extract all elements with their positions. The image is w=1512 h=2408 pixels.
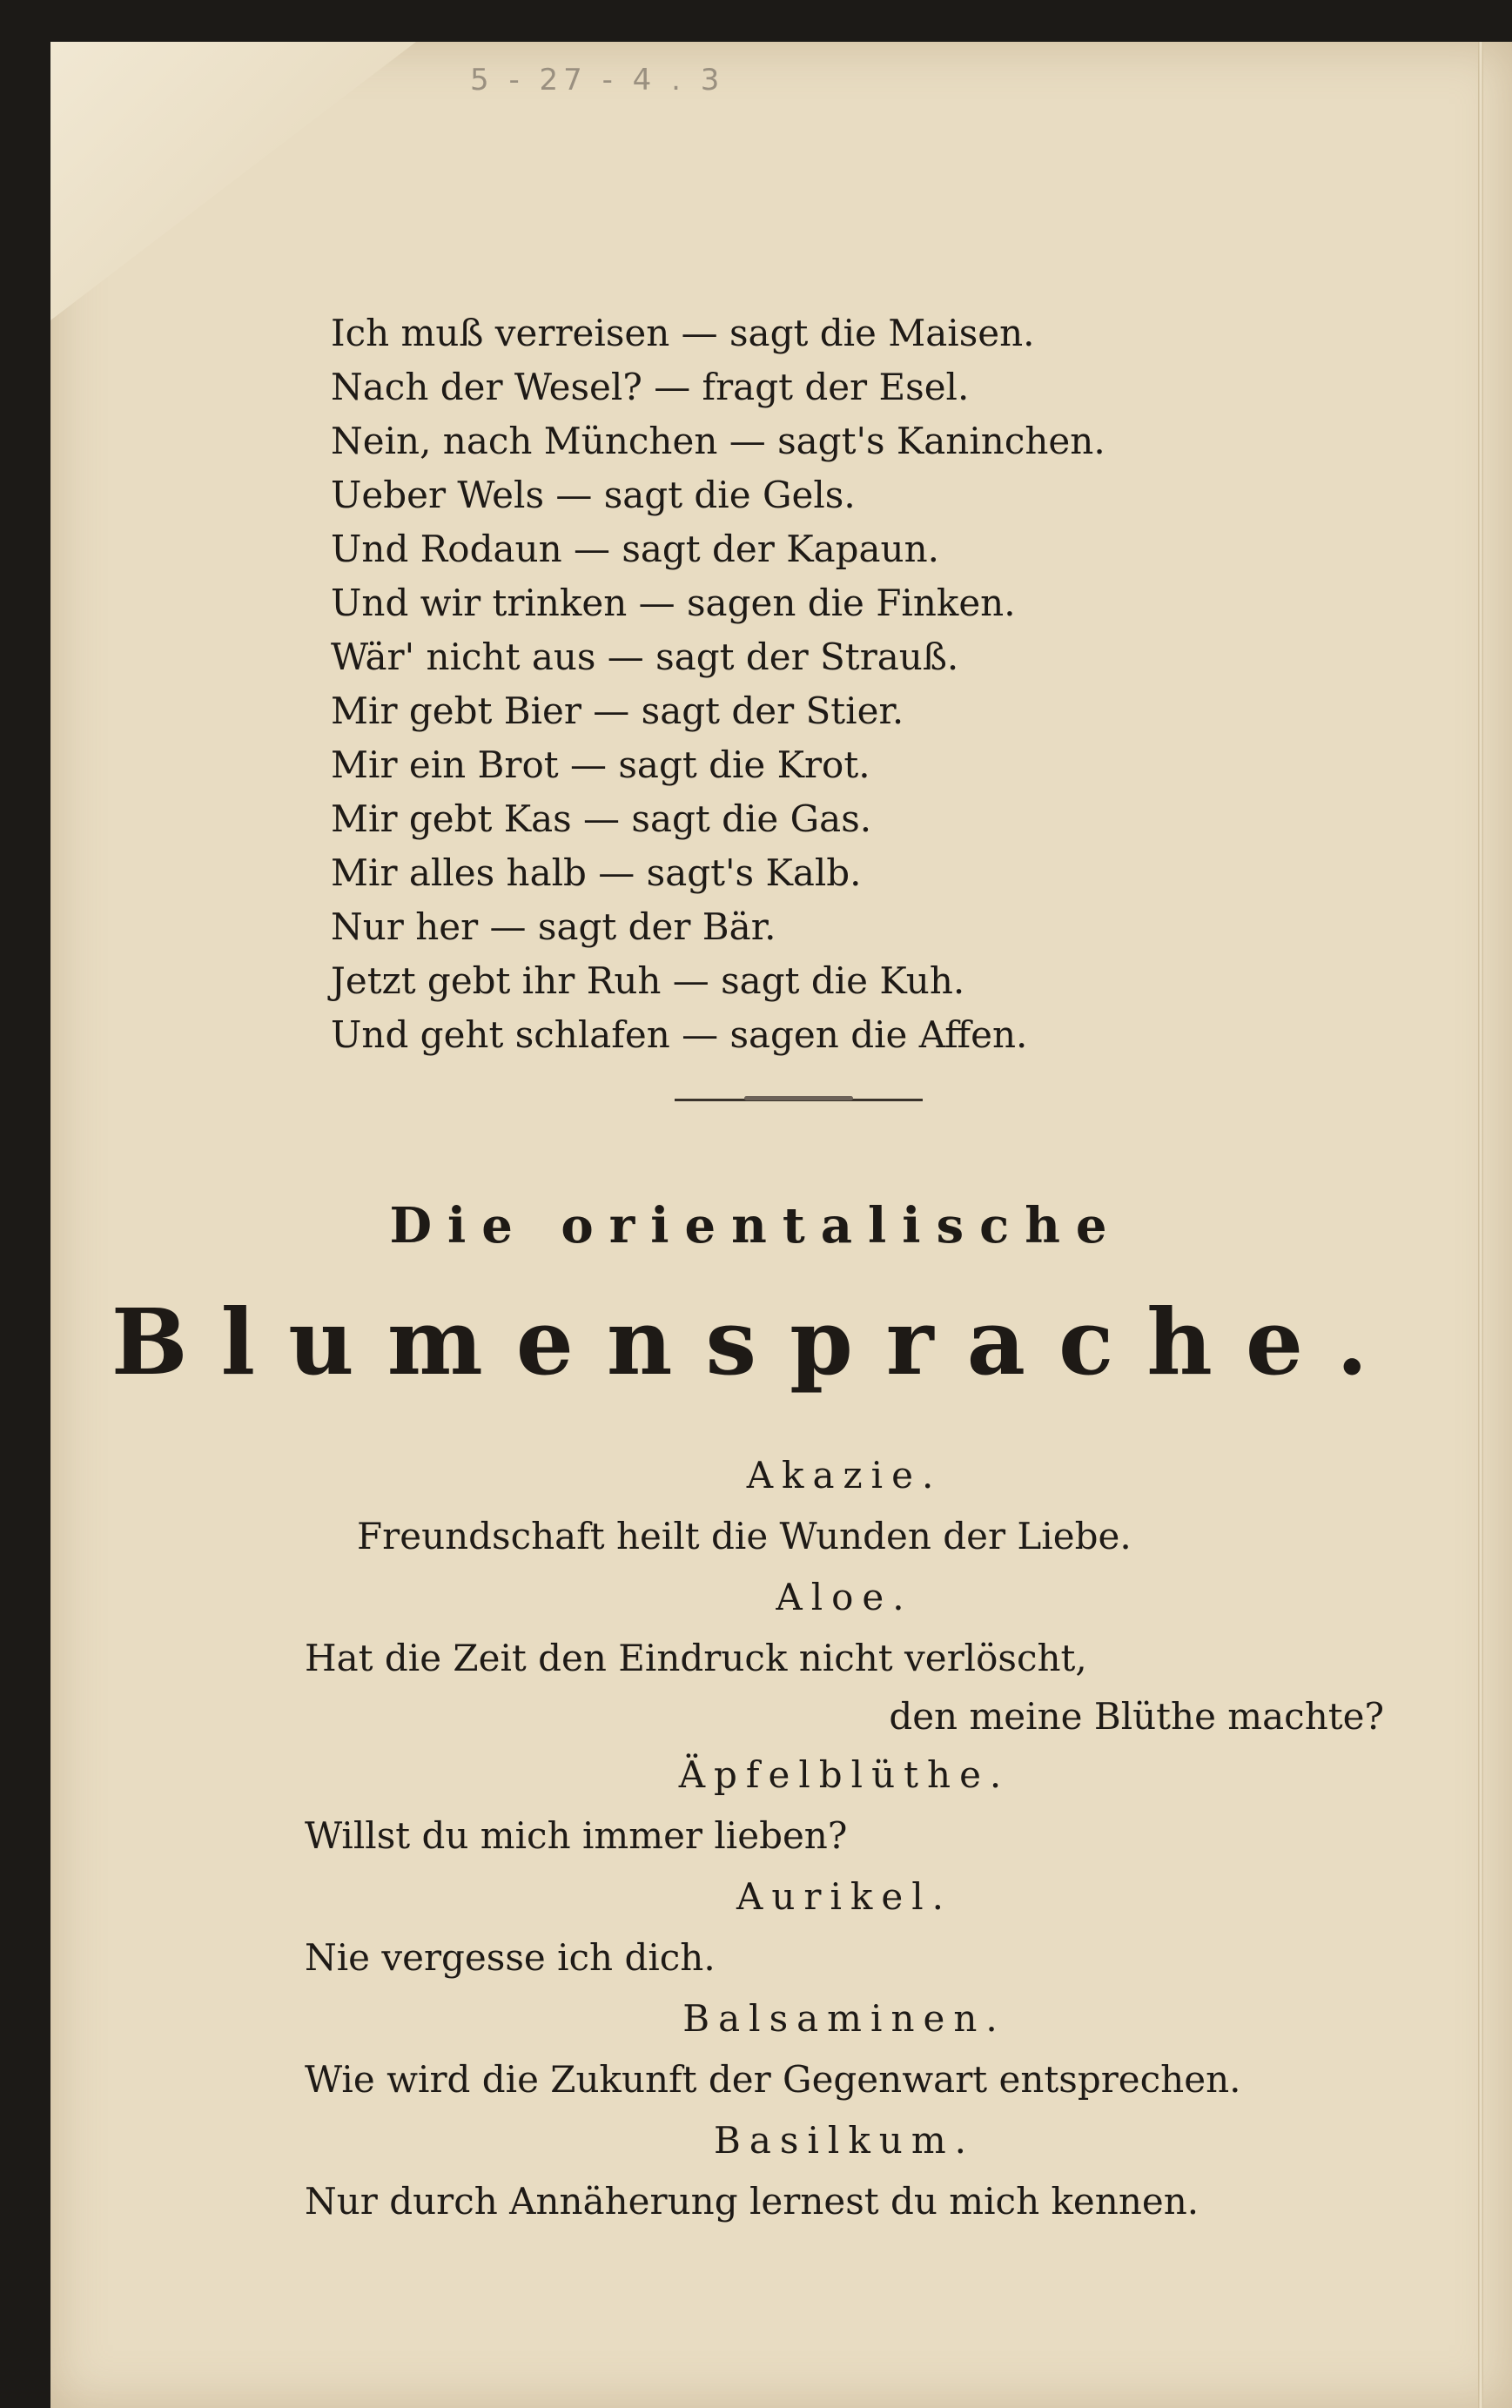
section-divider-ornament xyxy=(744,1096,853,1100)
poem-line: Mir gebt Bier — sagt der Stier. xyxy=(331,689,904,732)
poem-line: Jetzt gebt ihr Ruh — sagt die Kuh. xyxy=(331,959,965,1002)
flower-name: Aurikel. xyxy=(736,1875,952,1918)
flower-meaning: Nur durch Annäherung lernest du mich kennen. xyxy=(305,2180,1200,2223)
poem-line: Mir alles halb — sagt's Kalb. xyxy=(331,851,862,894)
flower-meaning: Nie vergesse ich dich. xyxy=(305,1936,716,1979)
poem-line: Wär' nicht aus — sagt der Strauß. xyxy=(331,636,959,678)
flower-name: Balsaminen. xyxy=(682,1997,1006,2040)
section-title: Blumensprache. xyxy=(111,1288,1401,1396)
folded-corner xyxy=(50,42,416,320)
poem-line: Und wir trinken — sagen die Finken. xyxy=(331,582,1016,624)
flower-meaning: Hat die Zeit den Eindruck nicht verlöscht, xyxy=(305,1637,1087,1679)
pencil-annotation: 5 - 27 - 4 . 3 xyxy=(470,63,725,98)
flower-name: Basilkum. xyxy=(714,2119,975,2162)
flower-meaning-continued: den meine Blüthe machte? xyxy=(889,1695,1384,1738)
section-subtitle: Die orientalische xyxy=(389,1197,1123,1254)
poem xyxy=(331,306,1105,1062)
poem-line: Und Rodaun — sagt der Kapaun. xyxy=(331,528,939,570)
flower-meaning: Willst du mich immer lieben? xyxy=(305,1814,848,1857)
flower-name: Äpfelblüthe. xyxy=(678,1753,1011,1796)
flower-meaning: Freundschaft heilt die Wunden der Liebe. xyxy=(357,1515,1132,1557)
flower-meaning: Wie wird die Zukunft der Gegenwart entsprechen. xyxy=(305,2058,1241,2101)
poem-line: Mir gebt Kas — sagt die Gas. xyxy=(331,797,872,840)
poem-line: Ich muß verreisen — sagt die Maisen. xyxy=(331,312,1035,354)
poem-line: Nein, nach München — sagt's Kaninchen. xyxy=(331,420,1105,462)
flower-name: Aloe. xyxy=(776,1576,913,1618)
flower-entries xyxy=(305,1445,1384,2232)
poem-line: Nach der Wesel? — fragt der Esel. xyxy=(331,366,970,408)
poem-line: Mir ein Brot — sagt die Krot. xyxy=(331,743,870,786)
poem-line: Nur her — sagt der Bär. xyxy=(331,905,776,948)
poem-line: Ueber Wels — sagt die Gels. xyxy=(331,474,856,516)
flower-name: Akazie. xyxy=(746,1454,943,1497)
poem-line: Und geht schlafen — sagen die Affen. xyxy=(331,1013,1028,1056)
